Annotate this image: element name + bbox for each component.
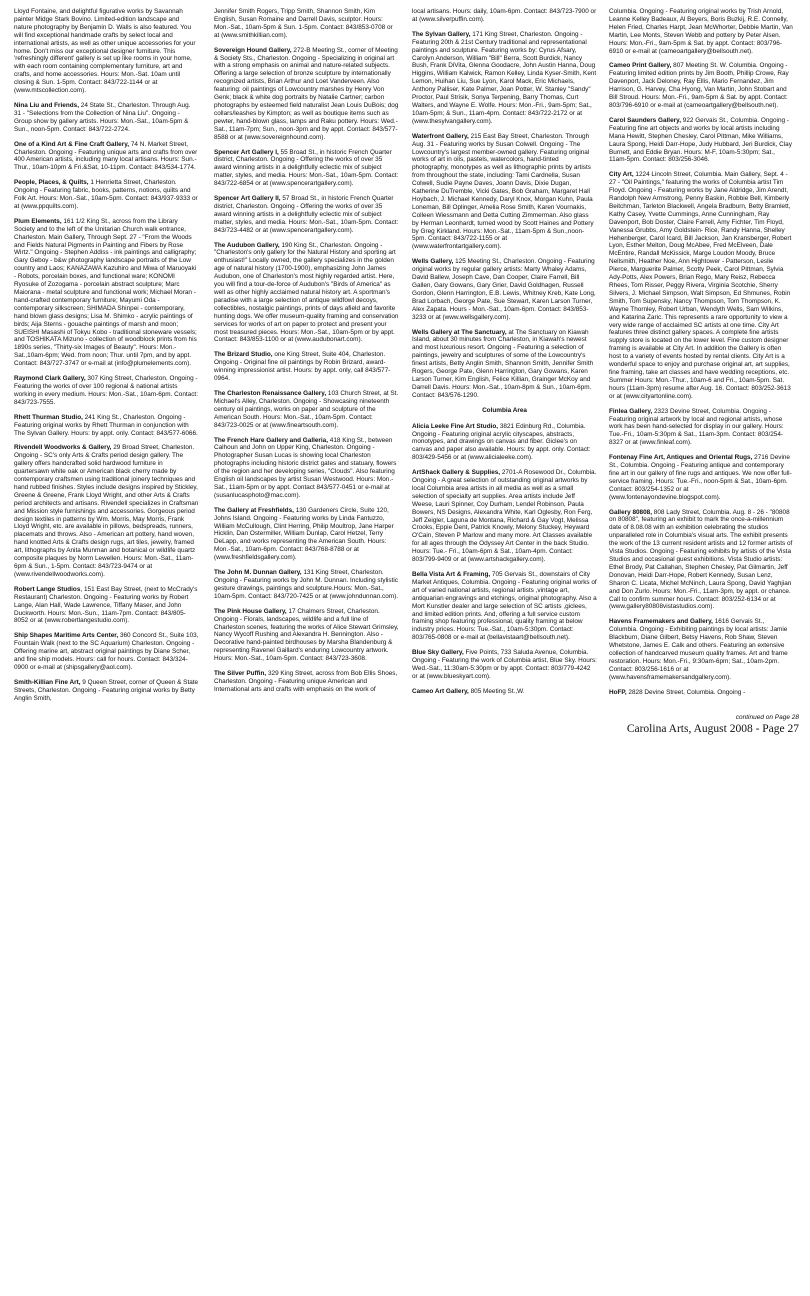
listing-title: The Brizard Studio, <box>214 351 273 359</box>
listing-title: Sovereign Hound Gallery, <box>214 46 292 54</box>
gallery-listing <box>14 414 199 438</box>
listing-body: 190 King St., Charleston. Ongoing - "Charleston's only gallery for the Natural History and sporting art enthusiast!" Locally owned, the gallery specializes in the golden age of natural history (1700-1900), emphasizing John James Audubon, one of Charleston's most highly regarded artist. Here, you will find a tour-de-force of Audubon's "Birds of America" as well as other highly acclaimed natural history art. A sportman's paradise with a large selection of antique wildfowl decoys, collectibles, nostalgic paintings, prints of days afield and favorite hunting dogs. We offer museum-quality framing and conservation services for works of art on paper to protect and present your most treasured pieces. Hours: Mon.-Sat., 10am-5pm or by appt. Contact: 843/853-1100 or at (www.audubonart.com). <box>214 241 399 344</box>
listing-title: Gallery 80808, <box>609 508 652 516</box>
gallery-listing <box>14 375 199 407</box>
listing-body: 130 Gardeners Circle, Suite 120, Johns Island. Ongoing - Featuring works by Linda Fantuzzo, William McCullough, Clint Herring, Philip Moultrop, Jane Harper Hicklin, Dan Ostermiller, William Dunlap, Carol Hetzel, Terry DeLapp, and works representing the American South. Hours: Mon.-Sat., 10am-6pm. Contact: 843/768-8788 or at (www.freshfieldsgallery.com). <box>214 506 394 562</box>
gallery-listing <box>412 31 597 126</box>
listing-body: 24 State St., Charleston. Through Aug. 31 - "Selections from the Collection of Nina Liu". Ongoing - Group show by gallery artists. Hours: Mon.-Sat., 10am-5pm & Sun., noon-5pm. Contact: 843/722-2724. <box>14 101 191 133</box>
listing-title: Spencer Art Gallery II, <box>214 195 281 203</box>
listing-body: one King Street, Suite 404, Charleston. Ongoing - Original fine oil paintings by Robin Brizard, award-winning impressionist artist. Hours: by appt. only, call 843/577-0964. <box>214 351 391 383</box>
listing-body: 805 Meeting St.,W. <box>468 687 525 695</box>
listing-body: 2323 Devine Street, Columbia. Ongoing - Featuring original artwork by local and regional artists, whose work has been hand-selected for display in our gallery. Hours: Tue.-Fri., 10am-5:30pm & Sat., 11am-3pm. Contact: 803/254-8327 or at (www.finleaf.com). <box>609 407 784 447</box>
listing-title: Smith-Killian Fine Art, <box>14 678 81 686</box>
listing-body: 57 Broad St., in historic French Quarter district, Charleston. Ongoing - Offering the works of over 35 award winning artists in a delightfully eclectic mix of subject matter, styles, and media. Hours: Mon.-Sat., 10am-5pm. Contact: 843/723-4482 or at (www.spencerartgallery.com). <box>214 195 399 234</box>
gallery-listing <box>214 670 399 694</box>
gallery-listing <box>609 408 794 448</box>
gallery-listing <box>214 149 399 189</box>
gallery-listing <box>214 195 399 235</box>
listing-body: 1224 Lincoln Street, Columbia. Main Gallery, Sept. 4 - 27 - "Oil Paintings," featuring the works of Columbia artist Tim Floyd. Ongoing - Featuring works by Jane Aldridge, Jim Arendt, Randolph New Armstrong, Penny Baskin, Robbie Bell, Kimberly Beitchman, Tarleton Blackwell, Angela Bradburn, Betty Bramlett, Kathy Casey, Yvette Cummings, Anne Cunningham, Ray Davenport, Bob Doster, Claire Farrell, Amy Fichter, Tim Floyd, Vanessa Grubbs, Amy Goldstein- Rice, Randy Hanna, Shelley Hehenberger, Carol Icard, Bill Jackson, Jan Kransberger, Robert Lyon, Esther Melton, Doug McAbee, Fred McElveen, Dale McEntire, Randall McKissick, Marge Loudon Moody, Bruce Nellsmith, Heather Noe, Ann Hightower - Patterson, Leslie Pierce, Marguerite Palmer, Scotty Peek, Carol Pittman, Sylvia Ady-Potts, Alex Powers, Brian Rego, Mary Reisz, Rebecca Rhees, Tom Risser, Peggy Rivera, Virginia Scotchie, Sherry Silvers, J. Michael Simpson, Walt Simpson, Ed Shmunes, Robin Smith, Tom Supensky, Nancy Thompson, Tom Thompson, K. Wayne Thornley, Robert Urban, Wendyth Wells, Sam Wilkins, and Katarina Zaric. This represents a rare opportunity to view a very wide range of acclaimed SC artists at one time. City Art features three distinct gallery spaces. A complete fine artists supply store is located on the lower level. Fine custom designer framing is available at City Art. In addition the Gallery is often host to a variety of events hosted by rental clients. City Art is a wonderful space to enjoy and purchase original art, art supplies, fine framing, take art classes and have wedding receptions, etc. Summer Hours: Mon.-Thur., 10am-6 and Fri., 10am-5pm. Sat. hours (11am-3pm) resume after Aug. 16. Contact: 803/252-3613 or at (www.cityartonline.com). <box>609 171 792 400</box>
listing-body: 418 King St., between Calhoun and John on Upper King, Charleston. Ongoing - Photographer Susan Lucas is showing local Charleston photographs including historic district gates and statuary, flowers of the region and her developing series, "Clouds". Also featuring English oil landscapes by artist Susan Westwood. Hours: Mon.-Sat., 11am-5pm or by appt. Contact 843/577-0451 or e-mail at (susanlucasphoto@mac.com). <box>214 436 397 499</box>
gallery-listing <box>214 351 399 383</box>
gallery-listing <box>609 618 794 681</box>
listing-title: Rivendell Woodworks & Gallery, <box>14 444 112 452</box>
listing-body: 125 Meeting St., Charleston. Ongoing - Featuring original works by regular gallery artists: Marty Whaley Adams, David Ballew, Joseph Cave, Dan Cooper, Claire Farrell, Bill Gallen, Gary Gowans, Gary Grier, David Goldhagen, Russell Gordon, Glenn Harrington, E.B. Lewis, Whitney Kreb, Kate Long, Brad Lorbach, George Pate, Sue Stewart, Karen Larson Turner, Alex Zapata. Hours - Mon.-Sat., 10am-6pm. Contact: 843/853-3233 or at (www.wellsgallery.com). <box>412 258 596 321</box>
gallery-listing <box>14 632 199 672</box>
gallery-listing <box>214 47 399 142</box>
gallery-listing <box>214 242 399 345</box>
listing-body: Jennifer Smith Rogers, Tripp Smith, Shannon Smith, Kim English, Susan Romaine and Darrell Davis, sculptor. Hours: Mon.-Sat., 10am-5pm & Sun. 1-5pm. Contact: 843/853-0708 or at (www.smithkillian.com). <box>214 8 393 39</box>
gallery-listing <box>214 507 399 562</box>
listing-body: , 151 East Bay Street, (next to McCrady's Restaurant) Charleston. Ongoing - Featuring works by Robert Lange, Alan Hall, Wade Lawrence, Tiffany Maser, and John Duckworth. Hours: Mon.-Sun., 11am-7pm. Contact: 843/805-8052 or at (www.robertlangestudio.com). <box>14 585 198 625</box>
page-footer <box>609 708 799 735</box>
gallery-listing <box>214 608 399 663</box>
gallery-listing <box>214 8 399 40</box>
listing-title: Cameo Print Gallery, <box>609 62 672 70</box>
listing-body: 360 Concord St., Suite 103, Fountain Walk (next to the SC Aquarium) Charleston. Ongoing - Offering marine art, abstract original paintings by Diane Scher, and fine ship models. Hours: call for hours. Contact: 843/324-0900 or e-mail at (shipsgallery@aol.com). <box>14 632 199 671</box>
listing-title: People, Places, & Quilts, <box>14 179 89 187</box>
listing-title: Raymond Clark Gallery, <box>14 375 86 383</box>
listing-body: 808 Lady Street, Columbia. Aug. 8 - 26 - "80808 on 80808", featuring an exhibit to mark the once-a-millennium date of 8.08.08 with an exhibition celebrating the studios unparalleled role in Columbia's visual arts. The exhibit presents the work of the 13 current resident artists and 12 former artists of Vista Studios. Ongoing - Featuring exhibits by artists of the Vista Studios and occasional guest exhibitions. Vista Studio artists: Ethel Brody, Pat Callahan, Stephen Chesley, Pat Gilmartin, Jeff Donovan, Heidi Darr-Hope, Robert Kennedy, Susan Lenz, Sharon C. Licata, Michel McNinch, Laura Spong, David Yaghjian and Don Zurlo. Hours: Mon.-Fri., 11am-3pm, by appt. or chance. Call to confirm summer hours. Contact: 803/252-6134 or at (www.gallery80808vistastudios.com). <box>609 508 793 611</box>
listing-title: The French Hare Gallery and Galleria, <box>214 436 329 444</box>
listing-body: 103 Church Street, at St. Michael's Alley, Charleston. Ongoing - Showcasing nineteenth century oil paintings, works on paper and sculpture of the American South. Hours: Mon.-Sat., 10am-5pm. Contact: 843/723-0025 or at (www.fineartsouth.com). <box>214 389 399 429</box>
listing-body: 307 King Street, Charleston. Ongoing - Featuring the works of over 100 regional & national artists working in every medium. Hours: Mon.-Sat., 10am-6pm. Contact: 843/723-7555. <box>14 375 198 406</box>
gallery-listing <box>14 141 199 173</box>
gallery-listing <box>14 444 199 578</box>
gallery-listing <box>412 133 597 252</box>
listing-title: The Audubon Gallery, <box>214 241 280 249</box>
gallery-listing <box>412 423 597 463</box>
gallery-listing <box>412 688 597 696</box>
gallery-listing <box>412 329 597 400</box>
listing-title: Alicia Leeke Fine Art Studio, <box>412 422 499 430</box>
listing-title: HoFP, <box>609 688 627 696</box>
gallery-listing <box>609 509 794 612</box>
listing-title: The Charleston Renaissance Gallery, <box>214 389 327 397</box>
listing-body: at The Sanctuary on Kiawah Island, about 30 minutes from Charleston, in Kiawah's newest and most luxurious resort. Ongoing - Featuring a selection of paintings, jewelry and sculptures of some of the Lowcountry's finest artists, Betty Anglin Smith, Shannon Smith, Jennifer Smith Rogers, George Pate, Glenn Harrington, Gary Gowans, Karen Larson Turner, Kim English, Felice Killian, Grainger McKoy and Darrell Davis. Hours: Mon.-Sat., 10am-8pm & Sun., 10am-6pm. Contact: 843/576-1290. <box>412 328 594 399</box>
listing-body: 329 King Street, across from Bob Ellis Shoes, Charleston. Ongoing - Featuring unique American and International arts and crafts with emphasis on the work of <box>214 670 398 693</box>
gallery-listing <box>412 469 597 564</box>
gallery-listing <box>412 649 597 681</box>
listing-body: 29 Broad Street, Charleston. Ongoing - SC's only Arts & Crafts period design gallery. The gallery offers handcrafted solid hardwood furniture in quartersawn white oak or American black cherry made by contemporary craftsmen using traditional joinery techniques and hand rubbed finishes. Styles include designs inspired by Stickley, Greene & Greene, Frank Lloyd Wright, and other Arts & Crafts period architects and artisans. Rivendell specializes in Craftsman and Mission style furnishings and accessories. Gorgeous period design textiles in patterns by Wm. Morris, May Morris, Frank Lloyd Wright, etc. are available in pillows, bedspreads, runners, placemats and throws. Also - American art pottery, hand woven, hand knotted Arts & Crafts design rugs, art tiles, jewelry, framed art, lithographs by Anita Munman and botanical or wildlife quartz composite plaques by Norm Lewellen. Hours: Mon.-Sat., 11am-6pm & Sun., 1-5pm. Contact: 843/723-9474 or at (www.rivendellwoodworks.com). <box>14 444 199 578</box>
column-1 <box>14 8 199 710</box>
listing-title: Plum Elements, <box>14 217 62 225</box>
listing-body: 171 King Street, Charleston. Ongoing - Featuring 20th & 21st Century traditional and representational paintings and sculpture. Featuring works by: Cyrus Afsary, Carolyn Anderson, William "Bill" Berra, Scott Burdick, Nancy Bush, Frank DiVita, Glenna Goodacre, John Austin Hanna, Doug Higgins, William Kalwick, Ramon Kelley, Linda Kyser-Smith, Kent Lemon, Huihan Liu, Sue Lyon, Karol Mack, Eric Michaels, Anthony Palliser, Kate Palmer, Joan Potter, W. Stanley "Sandy" Proctor, Paul Strisik, Sonya Terpening, Barry Thomas, Curt Walters, and Wayne E. Wolfe. Hours: Mon.-Fri., 9am-5pm; Sat., 10am-5pm; & Sun., 11am-4pm. Contact: 843/722-2172 or at (www.thesylvangallery.com). <box>412 30 597 125</box>
listing-body: 17 Chalmers Street, Charleston. Ongoing - Florals, landscapes, wildlife and a full line of Charleston scenes, featuring the works of Alice Stewart Grimsley, Nancy Wycoff Rushing and Alexandra H. Bennington. Also - Decorative hand-painted birdhouses by Marsha Blandenburg & representing Ravenel Gaillard's enduring Lowcountry artwork. Hours: Mon.-Sat., 10am-5pm. Contact: 843/723-3608. <box>214 607 399 663</box>
listing-title: Robert Lange Studios <box>14 585 81 593</box>
listing-body: 9 Queen Street, corner of Queen & State Streets, Charleston. Ongoing - Featuring original works by Betty Anglin Smith, <box>14 678 199 702</box>
listing-body: 2701-A Rosewood Dr., Columbia. Ongoing - A great selection of outstanding original artworks by local Columbia area artists in all media as well as a small selection of specialty art supplies. Area artists include Jeff Weese, Lauri Spinner, Coy Durham, Lendel Robinson, Paula Bowers, NS Designs, Alexandra White, Karl Oglesby, Ron Ferg, Jeff Zeigler, Laguna de Montana, Richard & Gay Vogt, Melissa Crooks, Eppie Dent, Patrick Knowly, Melony Stuckey, Heyward O'Cain, Steven P Marlow and many more. Art Classes available for all ages through the Odyssey Art Center in the back Studio. Hours: Tue.- Fri., 10am-6pm & Sat., 10am-4pm. Contact: 803/799-9409 or at (www.artshackgallery.com). <box>412 469 597 564</box>
listing-body: 2716 Devine St., Columbia. Ongoing - Featuring antique and contemporary fine art in our gallery of fine rugs and antiques. We now offer full-service framing. Hours: Tue.-Fri., noon-5pm & Sat., 10am-6pm. Contact: 803/254-1352 or at (www.fontenayondevine.blogspot.com). <box>609 454 792 501</box>
listing-body: 241 King St., Charleston. Ongoing - Featuring original works by Rhett Thurman in conjunction with The Sylvan Gallery. Hours: by appt. only. Contact: 843/577-6066. <box>14 413 198 437</box>
listing-body: Five Points, 733 Saluda Avenue, Columbia. Ongoing - Featuring the work of Columbia artist, Blue Sky. Hours: Wed.-Sat., 11:30am-5:30pm or by appt. Contact: 803/779-4242 or at (www.blueskyart.com). <box>412 649 597 680</box>
gallery-listing <box>14 8 199 95</box>
listing-body: Lloyd Fontaine, and delightful figurative works by Savannah painter Midge Stark Bovino. Limited-edition landscape and nature photography by Benjamin D. Walls is also featured. You will find exceptional handmade crafts by select local and international artists, as well as other unique accessories for your home. Don't miss our exceptional designer furniture. This 'refreshingly different' gallery is set up like rooms in your home, with each room containing complementary furniture, art and crafts, and home accessories. Hours: Mon.-Sat. 10am until closing & Sun. 1-5pm. Contact: 843/722-1144 or at (www.mtscollection.com). <box>14 8 196 95</box>
gallery-listing <box>14 102 199 134</box>
listing-title: Bella Vista Art & Framing, <box>412 571 491 578</box>
listing-title: Carol Saunders Gallery, <box>609 116 681 124</box>
listing-body: 2828 Devine Street, Columbia. Ongoing - <box>626 688 746 696</box>
listing-title: The Pink House Gallery, <box>214 607 287 615</box>
listing-body: 55 Broad St., in historic French Quarter district, Charleston. Ongoing - Offering the works of over 35 award winning artists in a delightfully eclectic mix of subject matter, styles, and media. Hours: Mon.-Sat., 10am-5pm. Contact: 843/722-6854 or at (www.spencerartgallery.com). <box>214 148 399 188</box>
listing-body: 922 Gervais St., Columbia. Ongoing - Featuring fine art objects and works by local artists including Mana Hewitt, Stephen Chesley, Carol Pittman, Mike Williams, Laura Spong, Heidi Darr-Hope, Judy Hubbard, Jeri Burdick, Clay Burnett, and Eddie Bryan. Hours: M-F, 10am-5:30pm; Sat., 11am-5pm. Contact: 803/256-3046. <box>609 116 792 164</box>
listing-title: Rhett Thurman Studio, <box>14 413 83 421</box>
gallery-listing <box>214 569 399 601</box>
gallery-listing <box>214 437 399 500</box>
gallery-listing <box>14 679 199 703</box>
column-2 <box>214 8 399 701</box>
listing-body: 74 N. Market Street, Charleston. Ongoing - Featuring unique arts and crafts from over 400 American artists, including many local artisans. Hours: Sun.-Thur., 10am-10pm & Fri.&Sat, 10-11pm. Contact: 843/534-1774. <box>14 140 198 172</box>
listing-title: Finlea Gallery, <box>609 407 653 415</box>
gallery-listing <box>412 8 597 24</box>
gallery-listing <box>14 586 199 626</box>
listing-body: 131 King Street, Charleston. Ongoing - Featuring works by John M. Dunnan. Including stylistic gesture drawings, paintings and sculpture.Hours: Mon.-Sat., 10am-5pm. Contact: 843/720-7425 or at (www.johndunnan.com). <box>214 569 399 600</box>
gallery-listing <box>412 258 597 321</box>
listing-title: ArtShack Gallery & Supplies, <box>412 469 501 477</box>
newspaper-page <box>14 8 800 1292</box>
column-4 <box>609 8 794 704</box>
gallery-listing <box>412 571 597 642</box>
listing-body: local artisans. Hours: daily, 10am-6pm. Contact: 843/723-7900 or at (www.silverpuffin.com). <box>412 8 597 23</box>
listing-body: 272-B Meeting St., corner of Meeting & Society Sts., Charleston. Ongoing - Specializing in original art with a strong emphasis on animal and nature-related subjects. Offering a large selection of bronze sculpture by internationally recognized artists, Brian Arthur and Loet Vanderveen. Also featuring: oil paintings of Lowcountry marshes by Henry Von Genk; black & white dog portraits by Natalie Cartner; carbon photographs by esteemed field naturalist Jean Louis DuBois; dog collars/leashes by Kimpton; as well as boutique items such as pewter, hand-blown glass, lamps and Raku pottery. Hours: Wed.-Sat., 11am-7pm; Sun., noon-3pm and by appt. Contact: 843/577-8588 or at (www.sovereignhound.com). <box>214 46 399 141</box>
gallery-listing <box>609 171 794 400</box>
listing-body: 1616 Gervais St., Columbia. Ongoing - Exhibiting paintings by local artists: Jamie Blackburn, Diane Gilbert, Betsy Havens, Rob Shaw, Steven Whetstone, James E. Calk and others. Featuring an extensive collection of handcarved museum quality frames. Art and frame restoration. Hours: Mon.-Fri., 9:30am-6pm; Sat., 10am-2pm. Contact: 803/256-1616 or at (www.havensframemakersandgallery.com). <box>609 618 788 681</box>
listing-title: The Silver Puffin, <box>214 670 267 678</box>
section-heading: Columbia Area <box>482 406 527 414</box>
listing-title: Wells Gallery, <box>412 258 454 266</box>
listing-body: 705 Gervais St., downstairs of City Market Antiques, Columbia. Ongoing - Featuring original works of art of varied national artists, regional artists ,vintage art, antiquarian engravings and etchings, original photography. Also a Mort Kunstler dealer and large selection of SC artists ,giclees, and limited edition prints. And, offering a full service custom framing shop featuring professional, quality framing at below industry prices. Hours: Tue.-Sat., 10am-5:30pm. Contact: 803/765-0808 or e-mail at (bellavistaart@bellsouth.net). <box>412 571 597 642</box>
gallery-listing <box>14 179 199 211</box>
gallery-listing <box>609 117 794 164</box>
listing-title: The Gallery at Freshfields, <box>214 506 294 514</box>
gallery-listing <box>609 62 794 109</box>
listing-title: Wells Gallery at The Sanctuary, <box>412 328 507 336</box>
listing-body: 1 Henrietta Street, Charleston. Ongoing - Featuring fabric, books, patterns, notions, quilts and Folk Art. Hours: Mon.-Sat., 10am-5pm. Contact: 843/937-9333 or at (www.ppquilts.com). <box>14 179 198 210</box>
listing-body: 807 Meeting St. W. Columbia. Ongoing - Featuring limited edition prints by Jim Booth, Phillip Crowe, Ray Davenport, Jack Deloney, Ray Ellis, Mario Fernandez, Jim Harrison, G. Harvey, Cha Hyong, Van Martin, John Stobart and Bill Stroud. Hours: Mon.-Fri., 9am-5pm & Sat. by appt. Contact: 803/796-6910 or e-mail at (cameoartgallery@bellsouth.net). <box>609 62 789 109</box>
listing-title: Waterfront Gallery, <box>412 132 469 140</box>
listing-title: One of a Kind Art & Fine Craft Gallery, <box>14 140 130 148</box>
listing-title: The John M. Dunnan Gallery, <box>214 569 302 577</box>
listing-title: The Sylvan Gallery, <box>412 30 471 38</box>
listing-title: Spencer Art Gallery I, <box>214 148 279 156</box>
gallery-listing <box>609 689 794 697</box>
listing-title: Blue Sky Gallery, <box>412 649 464 657</box>
listing-title: Fontenay Fine Art, Antiques and Oriental Rugs, <box>609 454 753 462</box>
continued-note: continued on Page 28 <box>735 714 799 721</box>
gallery-listing <box>14 218 199 368</box>
listing-body: 3821 Edinburg Rd., Columbia. Ongoing - Featuring original acrylic cityscapes, abstracts, monotypes, and drawings on canvas and fiber. Giclee's on canvas and paper also available. Hours: by appt. only. Contact: 803/429-5456 or at (www.alicialeeke.com). <box>412 422 591 462</box>
gallery-listing <box>609 8 794 55</box>
listing-body: 161 1/2 King St., across from the Library Society and to the left of the Unitarian Church walk entrance, Charleston. Main Gallery, Through Sept. 27 - "From the Woods and Fields Natural Pigments in Painting and Fibers by Rose Wirtz." Ongoing - Stephen Addiss - ink paintings and calligraphy; Gary Geboy - b&w photography landscape portraits of the Low country and Laos; KANAZAWA Kazuhiro and Miwa of Maruoyaki - Robots, porcelain boxes, and functional ware; KONOMI Ryosuke of Zozogama - porcelain abstract sculpture; Marc Maiorana - metal sculpture and functional work; Michael Moran - hand-crafted contemporary furniture; Mayumi Oda - contemporary silkscreen; SHIMADA Shinpei - contemporary, hand blown glass designs; Lisa M. Shimko - acrylic paintings of birds; Aija Sterns - gouache paintings of marsh and moon; SUEISHI Masashi of Tokyu Kobo - traditional stoneware vessels; and TOSHIKATA Mizuno - collection of woodblock prints from his 1890s series, "Thirty-six Images of Beauty". Hours: Mon.-Sat.,10am-6pm; Wed. from noon; Thur. until 7pm, and by appt. Contact: 843/727-3747 or e-mail at (info@plumelements.com). <box>14 217 197 368</box>
column-3 <box>412 8 597 703</box>
listing-title: Nina Liu and Friends, <box>14 101 79 109</box>
listing-title: City Art, <box>609 171 634 179</box>
gallery-listing <box>214 390 399 430</box>
gallery-listing <box>609 454 794 501</box>
listing-body: Columbia. Ongoing - Featuring original works by Trish Arnold, Leanne Kelley Badeaux, Al Beyers, Boris Buzkij, R.E. Connelly, Helen Fried, Charles Harpt, Jean McWhorter, Debbie Martin, Van Martin, Lee Monts, Steven Webb and pottery by Peter Alsen. Hours: Mon.-Fri., 9am-5pm & Sat. by appt. Contact: 803/796-6910 or e-mail at (cameoartgallery@bellsouth.net). <box>609 8 793 55</box>
publication-footer: Carolina Arts, August 2008 - Page 27 <box>626 723 799 735</box>
listing-title: Ship Shapes Maritime Arts Center, <box>14 632 119 640</box>
listing-title: Havens Framemakers and Gallery, <box>609 618 713 626</box>
listing-body: 215 East Bay Street, Charleston. Through Aug. 31 - Featuring works by Susan Colwell. Ongoing - The Lowcountry's largest member-owned gallery. Featuring original works of art in oils, pastels, watercolors, hand-tinted photography, monotypes as well as lithographic prints by artists from throughout the state, including: Tami Cardnella, Susan Colwell, Sudie Payne Daves, Joann Davis, Dixie Dugan, Katherine DuTremble, Vicki Gates, Bob Graham, Margaret Hall Hoybach, J. Michael Kennedy, Daryl Knox, Morgan Kuhn, Paula Loneman, Bill Oplinger, Amelia Rose Smith, Karen Vournakis, Colleen Wiessmann and Detta Cutting Zimmerman. Also glass by Herman Leonhardt, turned wood by Scott Haines and Pottery by Greg Kirkland. Hours: Mon.-Sat., 11am-5pm & Sun.,noon-5pm. Contact: 843/722-1155 or at (www.waterfrontartgallery.com). <box>412 132 594 251</box>
listing-title: Cameo Art Gallery, <box>412 687 469 695</box>
